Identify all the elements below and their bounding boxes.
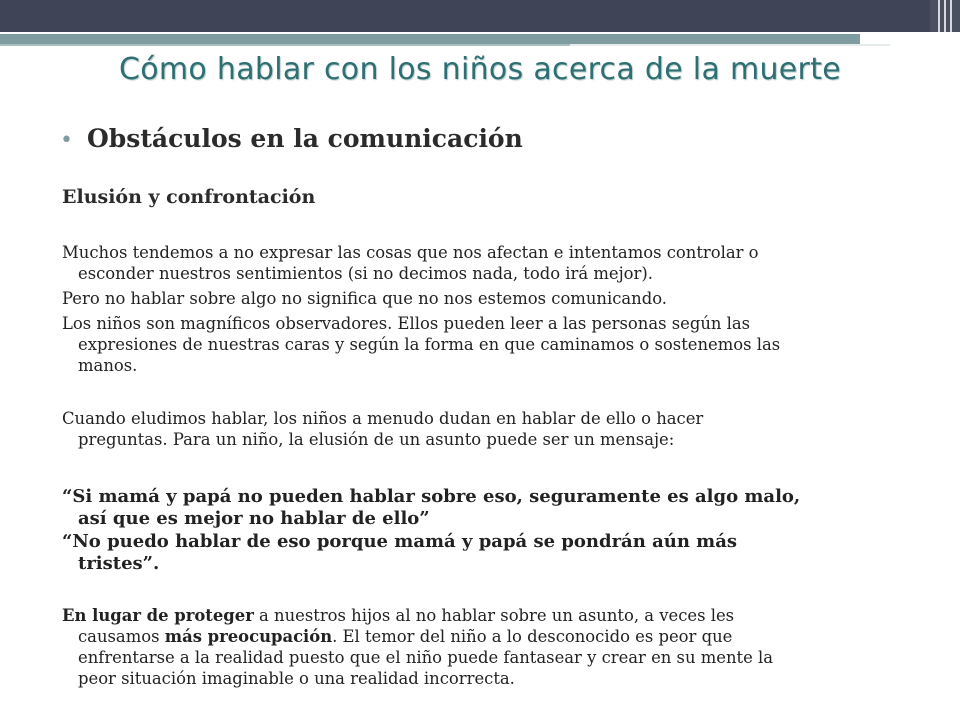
quote-1 — [62, 486, 920, 530]
bullet-dot-icon: • — [60, 128, 73, 153]
paragraph-1-line-1: Muchos tendemos a no expresar las cosas que nos afectan e intentamos controlar o — [62, 243, 759, 262]
paragraph-5-line-3: enfrentarse a la realidad puesto que el niño puede fantasear y crear en su mente la — [78, 648, 774, 667]
paragraph-3-line-3: manos. — [78, 356, 138, 375]
top-banner — [0, 0, 960, 32]
paragraph-5-line-1 — [62, 605, 920, 626]
quote-2-line-1: “No puedo hablar de eso porque mamá y papá se pondrán aún más — [62, 531, 738, 552]
bullet-heading: Obstáculos en la comunicación — [86, 124, 523, 153]
subheading: Elusión y confrontación — [62, 186, 316, 208]
quote-1-line-1: “Si mamá y papá no pueden hablar sobre eso, seguramente es algo malo, — [62, 486, 801, 507]
top-banner-stripes — [930, 0, 960, 32]
paragraph-3-line-2: expresiones de nuestras caras y según la forma en que caminamos o sostenemos las — [78, 335, 781, 354]
accent-band — [0, 34, 860, 44]
slide-title: Cómo hablar con los niños acerca de la muerte — [118, 52, 842, 87]
paragraph-2: Pero no hablar sobre algo no significa que no nos estemos comunicando. — [62, 289, 667, 308]
paragraph-4-line-1: Cuando eludimos hablar, los niños a menudo dudan en hablar de ello o hacer — [62, 409, 704, 428]
bullet-item — [60, 124, 523, 153]
paragraph-5-text-1: a nuestros hijos al no hablar sobre un asunto, a veces les — [253, 606, 735, 625]
quote-2-line-2: tristes”. — [78, 553, 160, 574]
paragraph-5-text-2a: causamos — [78, 627, 165, 646]
quote-1-line-2: así que es mejor no hablar de ello” — [78, 508, 430, 529]
paragraph-5-text-2b: . El temor del niño a lo desconocido es peor que — [332, 627, 733, 646]
paragraph-5-line-2 — [62, 626, 920, 647]
accent-highlight-line — [570, 44, 890, 46]
paragraph-5 — [62, 605, 920, 689]
paragraph-5-line-4: peor situación imaginable o una realidad incorrecta. — [78, 669, 515, 688]
emphasis-proteger: En lugar de proteger — [62, 606, 254, 625]
quote-2 — [62, 531, 920, 575]
paragraph-4 — [62, 408, 920, 450]
emphasis-preocupacion: más preocupación — [164, 627, 333, 646]
paragraph-4-line-2: preguntas. Para un niño, la elusión de un asunto puede ser un mensaje: — [78, 430, 675, 449]
paragraph-1 — [62, 242, 920, 284]
paragraph-1-line-2: esconder nuestros sentimientos (si no decimos nada, todo irá mejor). — [78, 264, 653, 283]
paragraph-3 — [62, 313, 920, 376]
accent-thin-line — [0, 44, 570, 46]
paragraph-3-line-1: Los niños son magníficos observadores. Ellos pueden leer a las personas según las — [62, 314, 751, 333]
